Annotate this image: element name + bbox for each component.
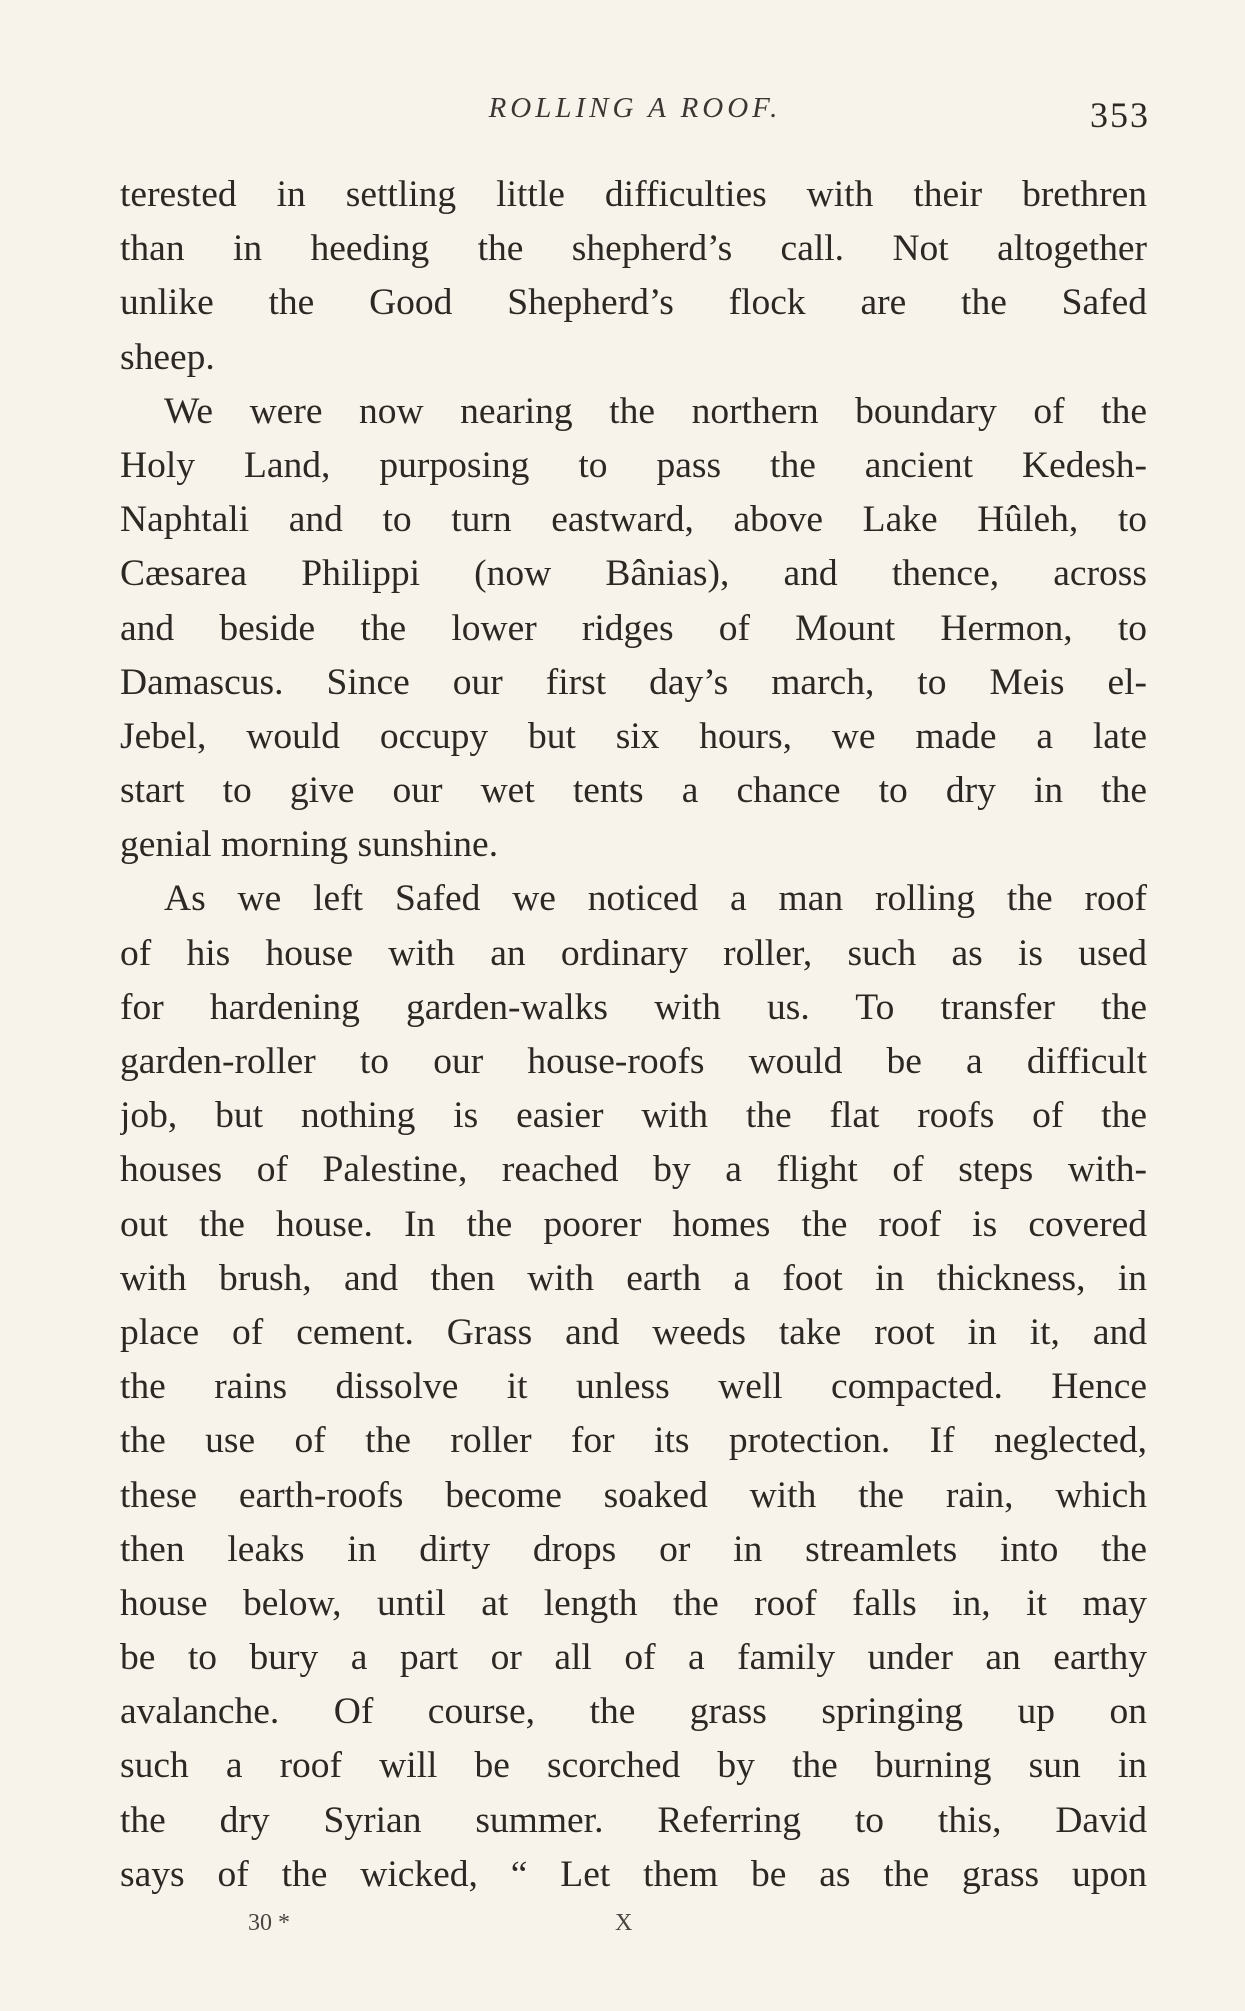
text-line: says of the wicked, “ Let them be as the grass upon <box>120 1853 1147 1895</box>
printer-signature <box>120 1910 1147 1950</box>
text-line: with brush, and then with earth a foot in thickness, in <box>120 1257 1147 1299</box>
text-line: such a roof will be scorched by the burning sun in <box>120 1745 1147 1787</box>
text-line: these earth-roofs become soaked with the rain, which <box>120 1474 1147 1516</box>
text-line: than in heeding the shepherd’s call. Not altogether <box>120 228 1147 270</box>
text-line: We were now nearing the northern boundary of the <box>164 390 1147 432</box>
text-line: out the house. In the poorer homes the roof is covered <box>120 1203 1147 1245</box>
text-line: sheep. <box>120 336 215 378</box>
text-line: house below, until at length the roof falls in, it may <box>120 1582 1147 1624</box>
text-line: and beside the lower ridges of Mount Hermon, to <box>120 607 1147 649</box>
body-text <box>120 168 1147 1902</box>
text-line: Holy Land, purposing to pass the ancient Kedesh- <box>120 444 1147 486</box>
signature-letter: X <box>615 1910 633 1936</box>
text-line: houses of Palestine, reached by a flight of steps with- <box>120 1149 1147 1191</box>
page-number: 353 <box>1090 95 1150 135</box>
text-line: the dry Syrian summer. Referring to this, David <box>120 1799 1147 1841</box>
text-line: be to bury a part or all of a family under an earthy <box>120 1637 1147 1679</box>
text-line: Naphtali and to turn eastward, above Lake Hûleh, to <box>120 499 1147 541</box>
text-line: the use of the roller for its protection. If neglected, <box>120 1420 1147 1462</box>
text-line: start to give our wet tents a chance to dry in the <box>120 770 1147 812</box>
text-line: genial morning sunshine. <box>120 824 499 866</box>
text-line: avalanche. Of course, the grass springing up on <box>120 1691 1147 1733</box>
running-head <box>120 92 1150 142</box>
text-line: place of cement. Grass and weeds take root in it, and <box>120 1311 1147 1353</box>
text-line: Jebel, would occupy but six hours, we made a late <box>120 715 1147 757</box>
running-title: ROLLING A ROOF. <box>488 92 782 124</box>
text-line: the rains dissolve it unless well compacted. Hence <box>120 1366 1147 1408</box>
text-line: Cæsarea Philippi (now Bânias), and thence, across <box>120 553 1147 595</box>
text-line: terested in settling little difficulties with their brethren <box>120 174 1147 215</box>
text-line: of his house with an ordinary roller, such as is used <box>120 932 1147 974</box>
text-line: for hardening garden-walks with us. To transfer the <box>120 986 1147 1028</box>
text-line: then leaks in dirty drops or in streamlets into the <box>120 1528 1147 1570</box>
text-line: job, but nothing is easier with the flat roofs of the <box>120 1095 1147 1137</box>
text-line: Damascus. Since our first day’s march, to Meis el- <box>120 661 1147 703</box>
text-line: garden-roller to our house-roofs would be a difficult <box>120 1041 1147 1082</box>
text-line: As we left Safed we noticed a man rolling the roof <box>164 878 1147 920</box>
text-line: unlike the Good Shepherd’s flock are the Safed <box>120 282 1147 324</box>
signature-number: 30 * <box>248 1910 290 1936</box>
